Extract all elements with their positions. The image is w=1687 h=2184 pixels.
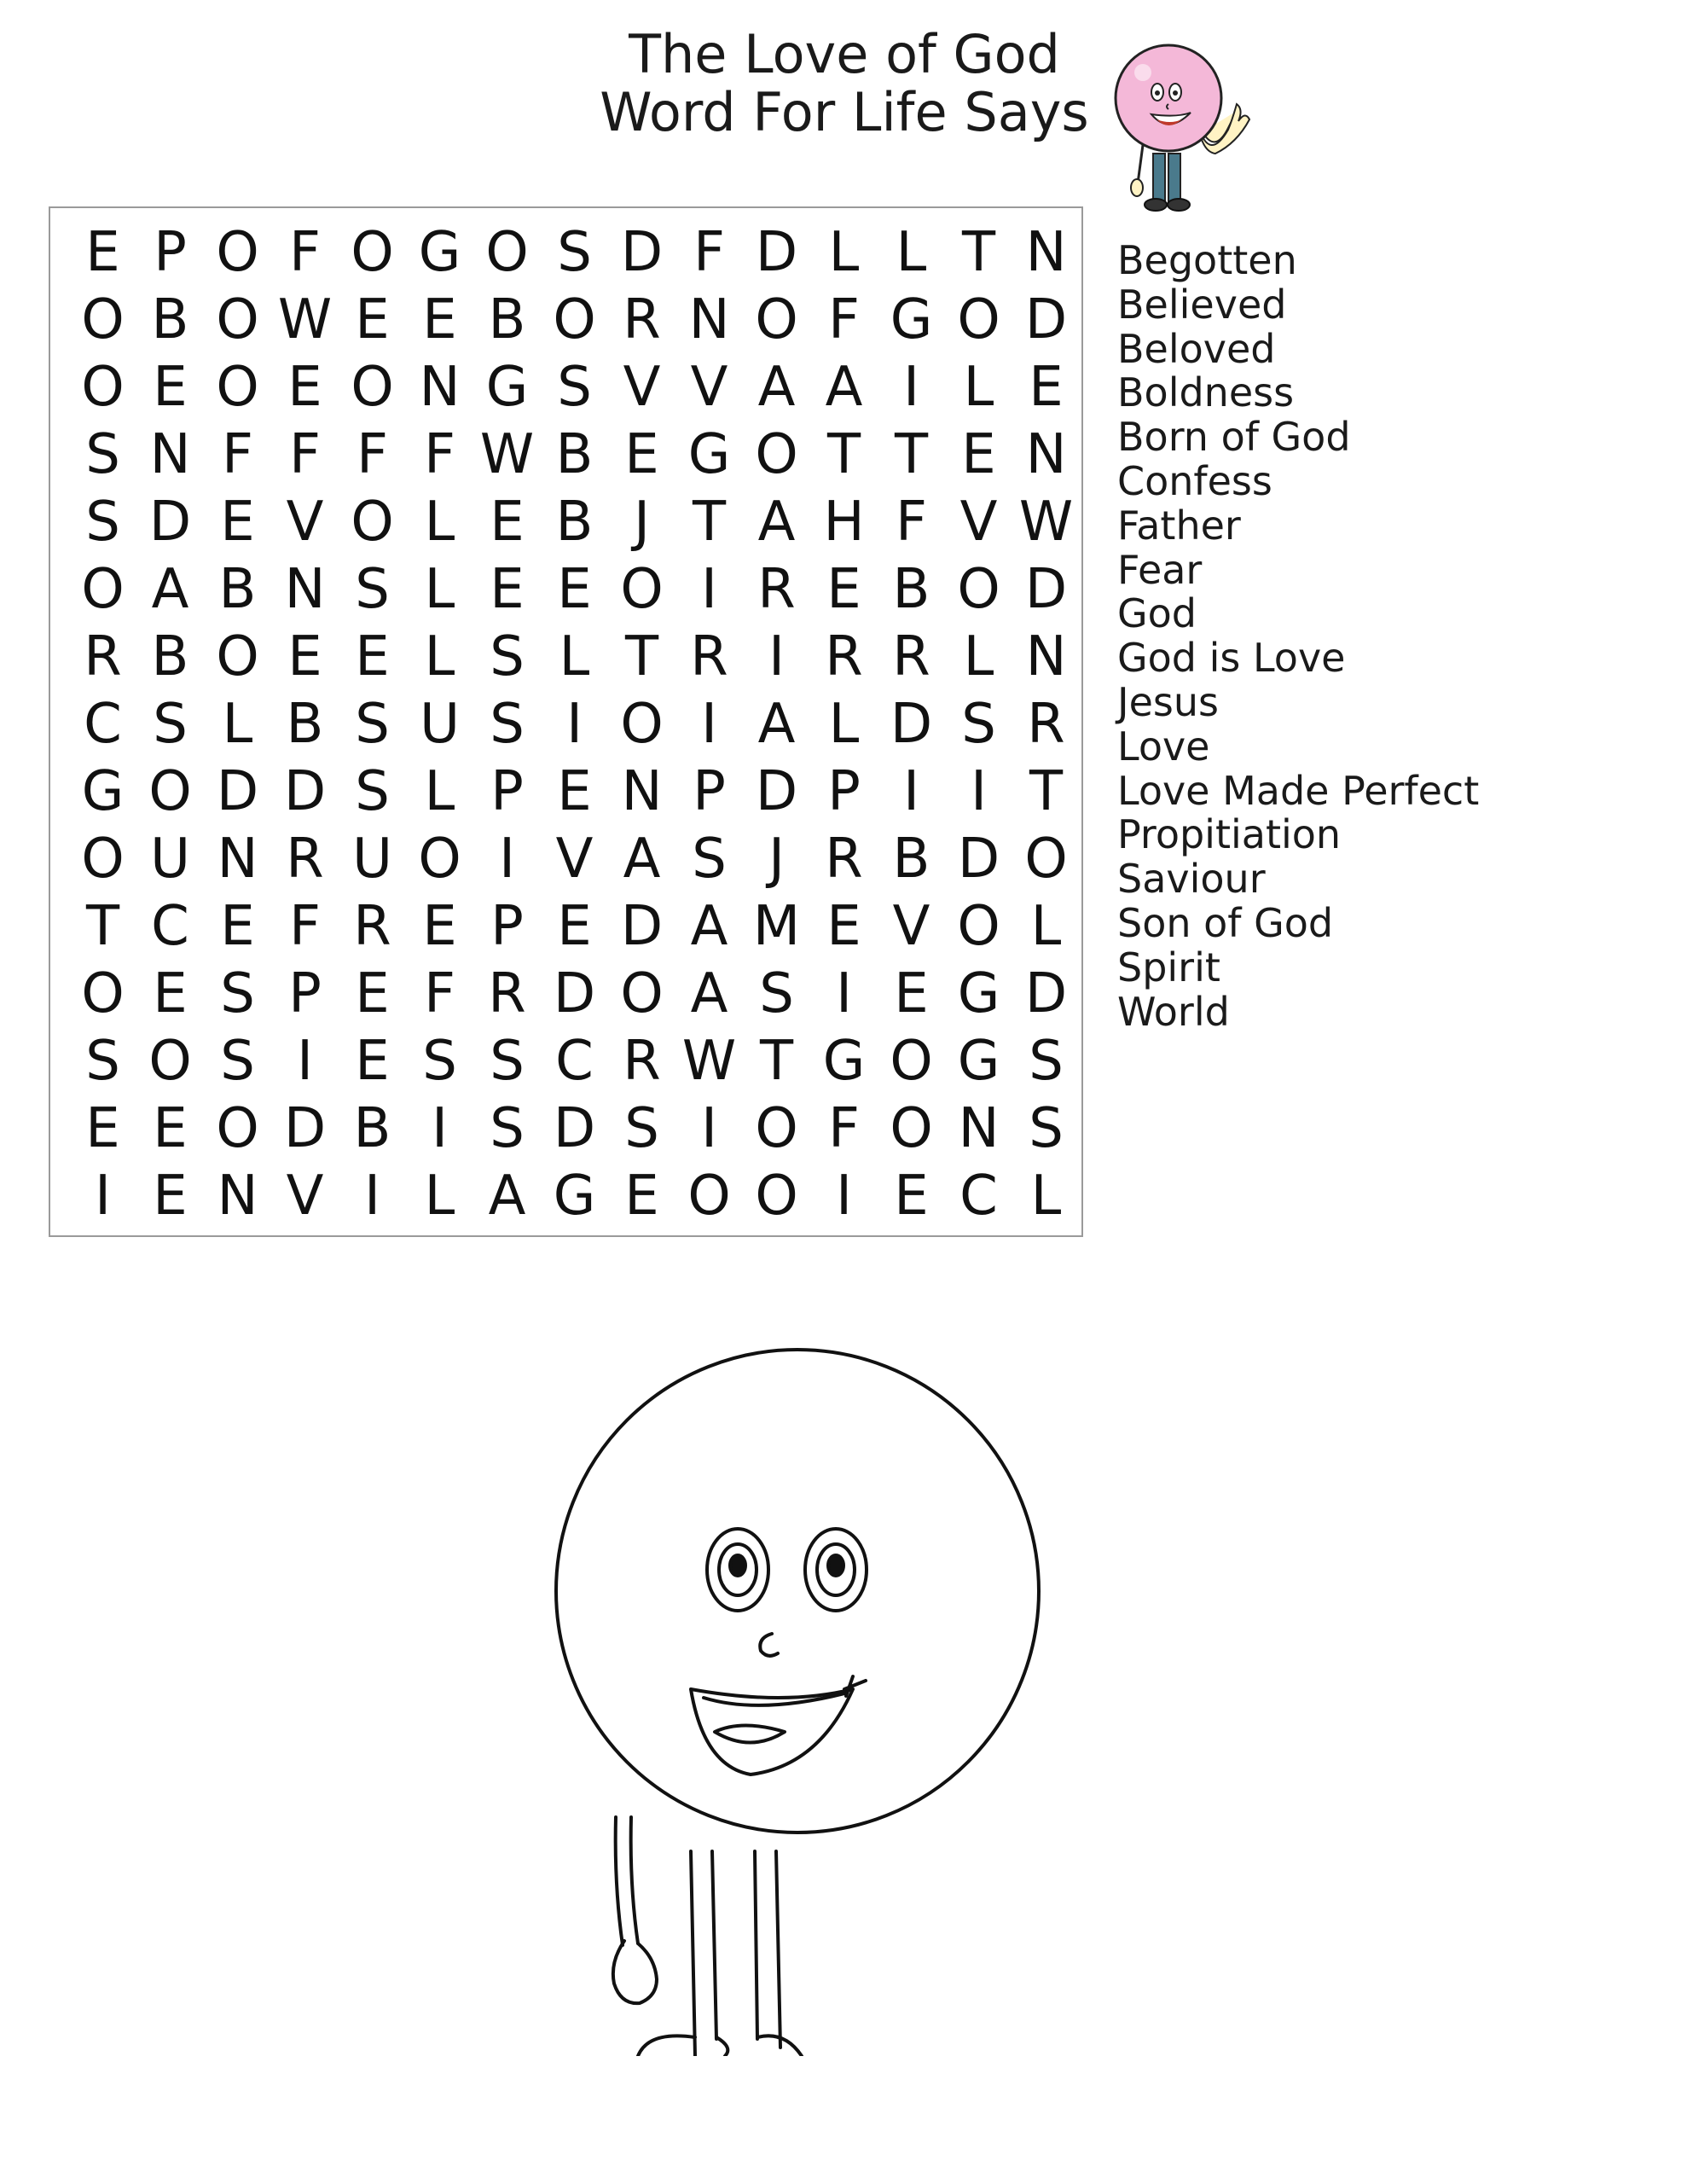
grid-cell[interactable]: F: [896, 490, 927, 554]
grid-cell[interactable]: O: [216, 288, 259, 351]
word-bank-item: Love: [1117, 723, 1210, 770]
grid-cell[interactable]: S: [220, 961, 255, 1025]
grid-cell[interactable]: O: [890, 1029, 933, 1093]
grid-cell[interactable]: W: [681, 1029, 737, 1093]
grid-cell[interactable]: R: [84, 624, 122, 688]
grid-cell[interactable]: F: [289, 220, 321, 284]
grid-cell[interactable]: S: [490, 692, 525, 756]
grid-cell[interactable]: R: [623, 288, 661, 351]
grid-cell[interactable]: E: [220, 894, 255, 958]
grid-cell[interactable]: E: [422, 288, 457, 351]
grid-cell[interactable]: S: [422, 1029, 457, 1093]
grid-cell[interactable]: E: [153, 961, 188, 1025]
grid-cell[interactable]: E: [826, 557, 861, 621]
grid-cell[interactable]: B: [218, 557, 257, 621]
grid-cell[interactable]: P: [490, 894, 524, 958]
grid-cell[interactable]: S: [490, 1029, 525, 1093]
grid-cell[interactable]: L: [424, 759, 455, 823]
grid-cell[interactable]: G: [485, 355, 529, 419]
grid-cell[interactable]: O: [351, 490, 394, 554]
grid-cell[interactable]: A: [757, 490, 796, 554]
grid-cell[interactable]: T: [85, 894, 120, 958]
grid-cell[interactable]: N: [419, 355, 461, 419]
grid-cell[interactable]: B: [488, 288, 526, 351]
grid-cell[interactable]: R: [690, 624, 728, 688]
grid-cell[interactable]: O: [957, 894, 1000, 958]
grid-cell[interactable]: L: [424, 557, 455, 621]
grid-cell[interactable]: O: [81, 557, 125, 621]
word-bank-item: Confess: [1117, 457, 1272, 504]
grid-cell[interactable]: S: [961, 692, 996, 756]
grid-cell[interactable]: I: [903, 759, 919, 823]
grid-cell[interactable]: D: [890, 692, 933, 756]
grid-cell[interactable]: C: [151, 894, 189, 958]
grid-cell[interactable]: S: [490, 624, 525, 688]
grid-cell[interactable]: B: [353, 1096, 391, 1160]
grid-cell[interactable]: D: [755, 759, 798, 823]
grid-cell[interactable]: V: [690, 355, 728, 419]
grid-cell[interactable]: B: [151, 288, 189, 351]
grid-cell[interactable]: L: [828, 220, 860, 284]
grid-cell[interactable]: F: [424, 961, 455, 1025]
grid-cell[interactable]: E: [355, 288, 390, 351]
grid-cell[interactable]: W: [1018, 490, 1074, 554]
letter-grid: [69, 218, 1080, 1229]
grid-cell[interactable]: E: [287, 355, 322, 419]
grid-cell[interactable]: G: [81, 759, 125, 823]
grid-cell[interactable]: O: [351, 355, 394, 419]
grid-cell[interactable]: S: [153, 692, 188, 756]
grid-cell[interactable]: F: [357, 422, 388, 486]
grid-cell[interactable]: O: [620, 692, 664, 756]
grid-cell[interactable]: R: [1027, 692, 1065, 756]
grid-cell[interactable]: O: [81, 355, 125, 419]
grid-cell[interactable]: E: [557, 759, 592, 823]
grid-cell[interactable]: A: [757, 692, 796, 756]
grid-cell[interactable]: O: [418, 827, 461, 891]
grid-cell[interactable]: E: [355, 1029, 390, 1093]
word-bank-item: Begotten: [1117, 237, 1297, 283]
word-bank-item: Father: [1117, 502, 1241, 549]
grid-cell[interactable]: V: [623, 355, 661, 419]
grid-cell[interactable]: B: [151, 624, 189, 688]
grid-cell[interactable]: T: [894, 422, 929, 486]
grid-cell[interactable]: G: [957, 961, 1000, 1025]
grid-cell[interactable]: L: [896, 220, 927, 284]
grid-cell[interactable]: E: [490, 490, 525, 554]
grid-cell[interactable]: V: [959, 490, 998, 554]
grid-cell[interactable]: D: [620, 894, 664, 958]
grid-cell[interactable]: G: [890, 288, 933, 351]
grid-cell[interactable]: D: [283, 759, 327, 823]
grid-cell[interactable]: I: [297, 1029, 313, 1093]
grid-cell[interactable]: E: [85, 1096, 120, 1160]
grid-cell[interactable]: A: [690, 961, 728, 1025]
grid-cell[interactable]: E: [490, 557, 525, 621]
grid-cell[interactable]: H: [823, 490, 865, 554]
grid-cell[interactable]: T: [961, 220, 996, 284]
word-bank-item: Spirit: [1117, 944, 1220, 990]
grid-cell[interactable]: L: [1030, 1164, 1062, 1228]
grid-cell[interactable]: O: [148, 759, 192, 823]
grid-cell[interactable]: I: [701, 557, 717, 621]
grid-cell[interactable]: P: [288, 961, 322, 1025]
grid-cell[interactable]: V: [286, 1164, 324, 1228]
grid-cell[interactable]: E: [355, 624, 390, 688]
grid-cell[interactable]: F: [828, 288, 860, 351]
grid-cell[interactable]: A: [488, 1164, 526, 1228]
grid-cell[interactable]: P: [827, 759, 861, 823]
grid-cell[interactable]: S: [220, 1029, 255, 1093]
grid-cell[interactable]: S: [1029, 1096, 1064, 1160]
grid-cell[interactable]: R: [623, 1029, 661, 1093]
grid-cell[interactable]: A: [151, 557, 189, 621]
grid-cell[interactable]: O: [957, 288, 1000, 351]
grid-cell[interactable]: D: [283, 1096, 327, 1160]
grid-cell[interactable]: D: [755, 220, 798, 284]
grid-cell[interactable]: O: [81, 288, 125, 351]
grid-cell[interactable]: W: [479, 422, 535, 486]
grid-cell[interactable]: E: [220, 490, 255, 554]
grid-cell[interactable]: E: [961, 422, 996, 486]
grid-cell[interactable]: B: [892, 557, 930, 621]
grid-cell[interactable]: N: [1025, 624, 1067, 688]
grid-cell[interactable]: N: [217, 1164, 258, 1228]
grid-cell[interactable]: I: [971, 759, 987, 823]
grid-cell[interactable]: S: [85, 1029, 120, 1093]
grid-cell[interactable]: O: [755, 1096, 798, 1160]
grid-cell[interactable]: D: [1024, 961, 1068, 1025]
grid-cell[interactable]: O: [81, 827, 125, 891]
mascot-small-icon: [1109, 26, 1279, 230]
grid-cell[interactable]: S: [355, 692, 390, 756]
grid-cell[interactable]: O: [620, 961, 664, 1025]
grid-cell[interactable]: S: [557, 220, 592, 284]
grid-cell[interactable]: N: [284, 557, 326, 621]
grid-cell[interactable]: U: [420, 692, 460, 756]
grid-cell[interactable]: D: [553, 961, 596, 1025]
grid-cell[interactable]: L: [963, 624, 994, 688]
grid-cell[interactable]: N: [688, 288, 730, 351]
grid-cell[interactable]: O: [216, 355, 259, 419]
grid-cell[interactable]: S: [355, 759, 390, 823]
grid-cell[interactable]: S: [692, 827, 727, 891]
grid-cell[interactable]: E: [557, 894, 592, 958]
grid-cell[interactable]: P: [154, 220, 187, 284]
grid-cell[interactable]: F: [222, 422, 253, 486]
grid-cell[interactable]: I: [768, 624, 785, 688]
grid-cell[interactable]: I: [364, 1164, 380, 1228]
grid-cell[interactable]: E: [624, 1164, 659, 1228]
grid-cell[interactable]: O: [1024, 827, 1068, 891]
grid-cell[interactable]: E: [422, 894, 457, 958]
grid-cell[interactable]: S: [1029, 1029, 1064, 1093]
grid-cell[interactable]: D: [1024, 557, 1068, 621]
grid-cell[interactable]: E: [85, 220, 120, 284]
word-bank: [1117, 239, 1680, 1034]
grid-cell[interactable]: E: [1029, 355, 1064, 419]
grid-cell[interactable]: R: [825, 624, 863, 688]
word-bank-item: Fear: [1117, 546, 1203, 593]
grid-cell[interactable]: B: [555, 490, 594, 554]
grid-cell[interactable]: I: [836, 1164, 852, 1228]
grid-cell[interactable]: G: [553, 1164, 596, 1228]
grid-cell[interactable]: V: [555, 827, 594, 891]
grid-cell[interactable]: S: [624, 1096, 659, 1160]
grid-cell[interactable]: R: [488, 961, 526, 1025]
grid-cell[interactable]: I: [566, 692, 583, 756]
mascot-coloring-icon: [529, 1288, 1143, 2056]
word-bank-item: Love Made Perfect: [1117, 767, 1480, 814]
grid-cell[interactable]: P: [693, 759, 726, 823]
grid-cell[interactable]: G: [687, 422, 731, 486]
grid-cell[interactable]: O: [216, 220, 259, 284]
grid-cell[interactable]: F: [289, 422, 321, 486]
grid-cell[interactable]: I: [836, 961, 852, 1025]
grid-cell[interactable]: D: [148, 490, 192, 554]
grid-cell[interactable]: O: [755, 288, 798, 351]
grid-cell[interactable]: D: [216, 759, 259, 823]
grid-cell[interactable]: I: [95, 1164, 111, 1228]
grid-cell[interactable]: D: [553, 1096, 596, 1160]
grid-cell[interactable]: O: [620, 557, 664, 621]
grid-cell[interactable]: N: [621, 759, 663, 823]
grid-cell[interactable]: S: [759, 961, 794, 1025]
grid-cell[interactable]: L: [222, 692, 253, 756]
grid-cell[interactable]: T: [692, 490, 727, 554]
grid-cell[interactable]: W: [277, 288, 333, 351]
grid-cell[interactable]: E: [287, 624, 322, 688]
grid-cell[interactable]: U: [150, 827, 190, 891]
word-search-grid-frame: [49, 206, 1083, 1237]
grid-cell[interactable]: F: [828, 1096, 860, 1160]
grid-cell[interactable]: B: [555, 422, 594, 486]
grid-cell[interactable]: M: [752, 894, 801, 958]
grid-cell[interactable]: T: [624, 624, 659, 688]
grid-cell[interactable]: J: [634, 490, 650, 554]
grid-cell[interactable]: L: [559, 624, 590, 688]
word-bank-item: Boldness: [1117, 369, 1295, 416]
grid-cell[interactable]: A: [825, 355, 863, 419]
title-line-1: The Love of God: [629, 23, 1060, 85]
grid-cell[interactable]: E: [826, 894, 861, 958]
grid-cell[interactable]: I: [903, 355, 919, 419]
grid-cell[interactable]: O: [957, 557, 1000, 621]
grid-cell[interactable]: C: [555, 1029, 594, 1093]
word-bank-item: Saviour: [1117, 856, 1266, 903]
grid-cell[interactable]: O: [687, 1164, 731, 1228]
grid-cell[interactable]: G: [418, 220, 461, 284]
grid-cell[interactable]: O: [485, 220, 529, 284]
grid-cell[interactable]: L: [1030, 894, 1062, 958]
grid-cell[interactable]: N: [217, 827, 258, 891]
grid-cell[interactable]: G: [957, 1029, 1000, 1093]
grid-cell[interactable]: O: [890, 1096, 933, 1160]
grid-cell[interactable]: R: [825, 827, 863, 891]
grid-cell[interactable]: N: [958, 1096, 1000, 1160]
grid-cell[interactable]: A: [690, 894, 728, 958]
grid-cell[interactable]: O: [351, 220, 394, 284]
grid-cell[interactable]: F: [693, 220, 725, 284]
grid-cell[interactable]: C: [959, 1164, 998, 1228]
grid-cell[interactable]: T: [759, 1029, 794, 1093]
grid-cell[interactable]: A: [623, 827, 661, 891]
word-bank-item: Believed: [1117, 281, 1287, 328]
grid-cell[interactable]: R: [286, 827, 324, 891]
grid-cell[interactable]: O: [216, 624, 259, 688]
grid-cell[interactable]: S: [557, 355, 592, 419]
grid-cell[interactable]: N: [149, 422, 191, 486]
grid-cell[interactable]: I: [499, 827, 515, 891]
grid-cell[interactable]: T: [826, 422, 861, 486]
grid-cell[interactable]: O: [216, 1096, 259, 1160]
word-bank-item: God is Love: [1117, 635, 1346, 682]
grid-cell[interactable]: E: [153, 1164, 188, 1228]
word-bank-item: Son of God: [1117, 899, 1334, 946]
grid-cell[interactable]: E: [894, 1164, 929, 1228]
grid-cell[interactable]: A: [757, 355, 796, 419]
grid-cell[interactable]: L: [424, 490, 455, 554]
grid-cell[interactable]: B: [286, 692, 324, 756]
title-line-2: Word For Life Says: [600, 81, 1089, 143]
grid-cell[interactable]: E: [355, 961, 390, 1025]
grid-cell[interactable]: D: [957, 827, 1000, 891]
grid-cell[interactable]: I: [432, 1096, 448, 1160]
grid-cell[interactable]: S: [490, 1096, 525, 1160]
grid-cell[interactable]: E: [153, 1096, 188, 1160]
grid-cell[interactable]: R: [353, 894, 391, 958]
word-bank-item: Propitiation: [1117, 811, 1342, 858]
grid-cell[interactable]: L: [424, 624, 455, 688]
grid-cell[interactable]: E: [894, 961, 929, 1025]
grid-cell[interactable]: I: [701, 1096, 717, 1160]
grid-cell[interactable]: C: [84, 692, 122, 756]
grid-cell[interactable]: D: [1024, 288, 1068, 351]
grid-cell[interactable]: O: [755, 422, 798, 486]
grid-cell[interactable]: J: [768, 827, 785, 891]
grid-cell[interactable]: N: [1025, 422, 1067, 486]
grid-cell[interactable]: L: [963, 355, 994, 419]
grid-cell[interactable]: R: [757, 557, 796, 621]
grid-cell[interactable]: L: [828, 692, 860, 756]
grid-cell[interactable]: E: [557, 557, 592, 621]
grid-cell[interactable]: G: [822, 1029, 866, 1093]
word-bank-item: Beloved: [1117, 325, 1276, 372]
grid-cell[interactable]: F: [289, 894, 321, 958]
grid-cell[interactable]: O: [755, 1164, 798, 1228]
word-bank-item: God: [1117, 590, 1197, 637]
grid-cell[interactable]: S: [85, 490, 120, 554]
grid-cell[interactable]: T: [1029, 759, 1064, 823]
grid-cell[interactable]: D: [620, 220, 664, 284]
grid-cell[interactable]: O: [148, 1029, 192, 1093]
word-bank-item: World: [1117, 988, 1230, 1035]
grid-cell[interactable]: R: [892, 624, 930, 688]
grid-cell[interactable]: E: [153, 355, 188, 419]
grid-cell[interactable]: S: [355, 557, 390, 621]
grid-cell[interactable]: P: [490, 759, 524, 823]
grid-cell[interactable]: S: [85, 422, 120, 486]
grid-cell[interactable]: L: [424, 1164, 455, 1228]
word-bank-item: Born of God: [1117, 414, 1351, 461]
grid-cell[interactable]: U: [352, 827, 392, 891]
grid-cell[interactable]: I: [701, 692, 717, 756]
grid-cell[interactable]: B: [892, 827, 930, 891]
grid-cell[interactable]: N: [1025, 220, 1067, 284]
grid-cell[interactable]: O: [81, 961, 125, 1025]
grid-cell[interactable]: O: [553, 288, 596, 351]
grid-cell[interactable]: E: [624, 422, 659, 486]
puzzle-title: [512, 23, 1177, 143]
word-bank-item: Jesus: [1117, 678, 1219, 725]
grid-cell[interactable]: V: [892, 894, 930, 958]
grid-cell[interactable]: F: [424, 422, 455, 486]
grid-cell[interactable]: V: [286, 490, 324, 554]
